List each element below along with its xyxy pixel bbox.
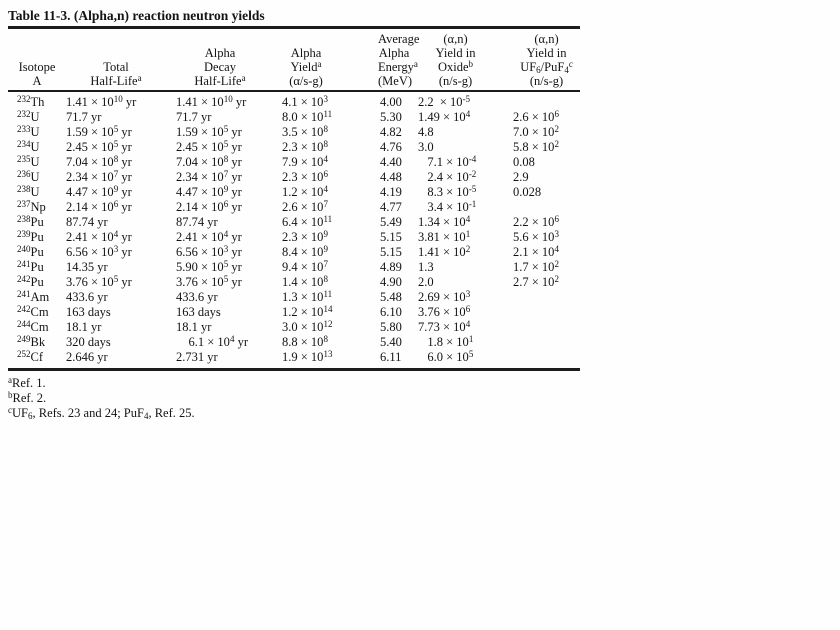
- table-row: [8, 290, 580, 305]
- alpha-yield-cell: $1.3 \times 10^{11}$: [282, 289, 333, 304]
- avg-alpha-energy-cell: 5.30: [380, 110, 402, 124]
- avg-alpha-energy-cell: 4.90: [380, 275, 402, 289]
- uf6-puf4-yield-cell: 0.08: [513, 155, 535, 169]
- alpha-decay-half-life-cell: $4.47 \times 10^9$ yr: [176, 184, 242, 199]
- isotope-cell: $^{232}$U: [17, 109, 40, 124]
- oxide-yield-cell: $1.49 \times 10^4$: [418, 109, 471, 124]
- table-row: [8, 245, 580, 260]
- avg-alpha-energy-cell: 5.15: [380, 230, 402, 244]
- oxide-yield-cell: 2.0: [418, 275, 434, 289]
- alpha-yield-cell: $9.4 \times 10^7$: [282, 259, 328, 274]
- avg-alpha-energy-cell: 4.19: [380, 185, 402, 199]
- bottom-rule: [8, 368, 580, 371]
- alpha-yield-cell: $6.4 \times 10^{11}$: [282, 214, 333, 229]
- alpha-decay-half-life-cell: 87.74 yr: [176, 215, 218, 229]
- oxide-yield-cell: 1.3: [418, 260, 434, 274]
- table-11-3: [8, 7, 580, 421]
- uf6-puf4-yield-cell: $1.7 \times 10^2$: [513, 259, 559, 274]
- total-half-life-cell: $4.47 \times 10^9$ yr: [66, 184, 132, 199]
- total-half-life-cell: 14.35 yr: [66, 260, 108, 274]
- isotope-cell: $^{237}$Np: [17, 199, 46, 214]
- table-title: Table 11-3. (Alpha,n) reaction neutron yields: [8, 8, 265, 23]
- isotope-cell: $^{241}$Pu: [17, 259, 44, 274]
- alpha-yield-cell: $3.5 \times 10^8$: [282, 124, 328, 139]
- uf6-puf4-yield-cell: $7.0 \times 10^2$: [513, 124, 559, 139]
- avg-alpha-energy-cell: 5.49: [380, 215, 402, 229]
- avg-alpha-energy-cell: 5.80: [380, 320, 402, 334]
- header-uf6-puf4-yield: (α,n) Yield in $UF_6/PuF_4^c$ (n/s-g): [520, 31, 573, 88]
- uf6-puf4-yield-cell: [513, 335, 580, 350]
- alpha-decay-half-life-cell: 433.6 yr: [176, 290, 218, 304]
- oxide-yield-cell: $2.2 \times 10^{-5}$: [418, 94, 471, 109]
- footnote-c: $^cUF_6$, Refs. 23 and 24; PuF$_4$, Ref. 25.: [8, 404, 195, 421]
- avg-alpha-energy-cell: 4.40: [380, 155, 402, 169]
- uf6-puf4-yield-cell: $5.8 \times 10^2$: [513, 139, 559, 154]
- isotope-cell: $^{235}$U: [17, 154, 40, 169]
- alpha-yield-cell: $7.9 \times 10^4$: [282, 154, 328, 169]
- table-row: [8, 350, 580, 365]
- total-half-life-cell: 18.1 yr: [66, 320, 102, 334]
- isotope-cell: $^{238}$U: [17, 184, 40, 199]
- avg-alpha-energy-cell: 5.40: [380, 335, 402, 349]
- total-half-life-cell: $7.04 \times 10^8$ yr: [66, 154, 132, 169]
- alpha-yield-cell: $3.0 \times 10^{12}$: [282, 319, 333, 334]
- alpha-decay-half-life-cell: $6.1 \times 10^4$ yr: [176, 334, 248, 349]
- oxide-yield-cell: $3.76 \times 10^6$: [418, 304, 471, 319]
- alpha-yield-cell: $8.0 \times 10^{11}$: [282, 109, 333, 124]
- table-row: [8, 215, 580, 230]
- table-header-row: [8, 29, 580, 90]
- table-row: [8, 320, 580, 335]
- alpha-decay-half-life-cell: $3.76 \times 10^5$ yr: [176, 274, 242, 289]
- uf6-puf4-yield-cell: $2.6 \times 10^6$: [513, 109, 559, 124]
- oxide-yield-cell: $2.4 \times 10^{-2}$: [418, 169, 477, 184]
- avg-alpha-energy-cell: 6.10: [380, 305, 402, 319]
- table-row: [8, 125, 580, 140]
- header-isotope: Isotope A: [18, 59, 56, 88]
- table-row: [8, 170, 580, 185]
- alpha-decay-half-life-cell: $2.41 \times 10^4$ yr: [176, 229, 242, 244]
- total-half-life-cell: 320 days: [66, 335, 111, 349]
- alpha-yield-cell: $2.3 \times 10^6$: [282, 169, 328, 184]
- total-half-life-cell: 2.646 yr: [66, 350, 108, 364]
- table-row: [8, 185, 580, 200]
- uf6-puf4-yield-cell: [513, 200, 580, 215]
- table-row: [8, 110, 580, 125]
- total-half-life-cell: 163 days: [66, 305, 111, 319]
- table-row: [8, 305, 580, 320]
- header-avg-alpha-energy: Average Alpha Energy$^a$ (MeV): [378, 31, 420, 88]
- alpha-decay-half-life-cell: 18.1 yr: [176, 320, 212, 334]
- avg-alpha-energy-cell: 4.00: [380, 95, 402, 109]
- isotope-cell: $^{232}$Th: [17, 94, 45, 109]
- oxide-yield-cell: 4.8: [418, 125, 434, 139]
- avg-alpha-energy-cell: 4.89: [380, 260, 402, 274]
- oxide-yield-cell: $1.34 \times 10^4$: [418, 214, 471, 229]
- isotope-cell: $^{236}$U: [17, 169, 40, 184]
- footnotes: [8, 376, 580, 421]
- alpha-decay-half-life-cell: $2.45 \times 10^5$ yr: [176, 139, 242, 154]
- oxide-yield-cell: $7.1 \times 10^{-4}$: [418, 154, 477, 169]
- avg-alpha-energy-cell: 5.15: [380, 245, 402, 259]
- header-total-half-life: Total Half-Life$^a$: [90, 59, 142, 88]
- avg-alpha-energy-cell: 4.77: [380, 200, 402, 214]
- avg-alpha-energy-cell: 4.76: [380, 140, 402, 154]
- total-half-life-cell: 433.6 yr: [66, 290, 108, 304]
- total-half-life-cell: 87.74 yr: [66, 215, 108, 229]
- alpha-decay-half-life-cell: 163 days: [176, 305, 221, 319]
- alpha-yield-cell: $2.3 \times 10^8$: [282, 139, 328, 154]
- footnote-b: $^b$Ref. 2.: [8, 389, 47, 405]
- alpha-decay-half-life-cell: $7.04 \times 10^8$ yr: [176, 154, 242, 169]
- header-alpha-yield: Alpha Yield$^a$ (α/s-g): [289, 45, 323, 88]
- header-oxide-yield: (α,n) Yield in Oxide$^b$ (n/s-g): [435, 31, 476, 88]
- table-row: [8, 140, 580, 155]
- isotope-cell: $^{252}$Cf: [17, 349, 43, 364]
- oxide-yield-cell: $3.81 \times 10^1$: [418, 229, 471, 244]
- uf6-puf4-yield-cell: 0.028: [513, 185, 542, 199]
- uf6-puf4-yield-cell: 2.9: [513, 170, 529, 184]
- alpha-yield-cell: $1.4 \times 10^8$: [282, 274, 328, 289]
- table-row: [8, 260, 580, 275]
- oxide-yield-cell: $8.3 \times 10^{-5}$: [418, 184, 477, 199]
- uf6-puf4-yield-cell: [513, 95, 580, 110]
- oxide-yield-cell: $6.0 \times 10^5$: [418, 349, 474, 364]
- alpha-decay-half-life-cell: $2.34 \times 10^7$ yr: [176, 169, 242, 184]
- avg-alpha-energy-cell: 4.82: [380, 125, 402, 139]
- alpha-decay-half-life-cell: $6.56 \times 10^3$ yr: [176, 244, 242, 259]
- alpha-yield-cell: $1.2 \times 10^4$: [282, 184, 328, 199]
- table-row: [8, 230, 580, 245]
- alpha-decay-half-life-cell: 2.731 yr: [176, 350, 218, 364]
- alpha-yield-cell: $4.1 \times 10^3$: [282, 94, 328, 109]
- alpha-decay-half-life-cell: $5.90 \times 10^5$ yr: [176, 259, 242, 274]
- alpha-yield-cell: $1.9 \times 10^{13}$: [282, 349, 333, 364]
- alpha-yield-cell: $8.8 \times 10^8$: [282, 334, 328, 349]
- alpha-decay-half-life-cell: $1.59 \times 10^5$ yr: [176, 124, 242, 139]
- isotope-cell: $^{234}$U: [17, 139, 40, 154]
- oxide-yield-cell: $7.73 \times 10^4$: [418, 319, 471, 334]
- oxide-yield-cell: $1.41 \times 10^2$: [418, 244, 471, 259]
- oxide-yield-cell: $2.69 \times 10^3$: [418, 289, 471, 304]
- alpha-decay-half-life-cell: 71.7 yr: [176, 110, 212, 124]
- isotope-cell: $^{240}$Pu: [17, 244, 44, 259]
- avg-alpha-energy-cell: 6.11: [380, 350, 402, 364]
- uf6-puf4-yield-cell: [513, 350, 580, 365]
- isotope-cell: $^{238}$Pu: [17, 214, 44, 229]
- isotope-cell: $^{244}$Cm: [17, 319, 49, 334]
- table-row: [8, 335, 580, 350]
- avg-alpha-energy-cell: 4.48: [380, 170, 402, 184]
- total-half-life-cell: $3.76 \times 10^5$ yr: [66, 274, 132, 289]
- isotope-cell: $^{233}$U: [17, 124, 40, 139]
- table-row: [8, 95, 580, 110]
- oxide-yield-cell: 3.0: [418, 140, 434, 154]
- uf6-puf4-yield-cell: [513, 290, 580, 305]
- uf6-puf4-yield-cell: $2.1 \times 10^4$: [513, 244, 559, 259]
- table-row: [8, 275, 580, 290]
- table-body: [8, 92, 580, 368]
- uf6-puf4-yield-cell: $2.2 \times 10^6$: [513, 214, 559, 229]
- isotope-cell: $^{239}$Pu: [17, 229, 44, 244]
- total-half-life-cell: $1.59 \times 10^5$ yr: [66, 124, 132, 139]
- uf6-puf4-yield-cell: $5.6 \times 10^3$: [513, 229, 559, 244]
- total-half-life-cell: $2.41 \times 10^4$ yr: [66, 229, 132, 244]
- alpha-yield-cell: $2.3 \times 10^9$: [282, 229, 328, 244]
- total-half-life-cell: $1.41 \times 10^{10}$ yr: [66, 94, 137, 109]
- alpha-decay-half-life-cell: $1.41 \times 10^{10}$ yr: [176, 94, 247, 109]
- uf6-puf4-yield-cell: [513, 305, 580, 320]
- alpha-yield-cell: $2.6 \times 10^7$: [282, 199, 328, 214]
- uf6-puf4-yield-cell: [513, 320, 580, 335]
- footnote-a: $^a$Ref. 1.: [8, 374, 46, 390]
- alpha-yield-cell: $8.4 \times 10^9$: [282, 244, 328, 259]
- alpha-yield-cell: $1.2 \times 10^{14}$: [282, 304, 333, 319]
- table-row: [8, 200, 580, 215]
- alpha-decay-half-life-cell: $2.14 \times 10^6$ yr: [176, 199, 242, 214]
- oxide-yield-cell: $1.8 \times 10^1$: [418, 334, 474, 349]
- oxide-yield-cell: $3.4 \times 10^{-1}$: [418, 199, 477, 214]
- total-half-life-cell: $6.56 \times 10^3$ yr: [66, 244, 132, 259]
- header-alpha-decay-half-life: Alpha Decay Half-Life$^a$: [194, 45, 246, 88]
- total-half-life-cell: $2.14 \times 10^6$ yr: [66, 199, 132, 214]
- table-row: [8, 155, 580, 170]
- total-half-life-cell: 71.7 yr: [66, 110, 102, 124]
- isotope-cell: $^{242}$Cm: [17, 304, 49, 319]
- avg-alpha-energy-cell: 5.48: [380, 290, 402, 304]
- isotope-cell: $^{242}$Pu: [17, 274, 44, 289]
- uf6-puf4-yield-cell: $2.7 \times 10^2$: [513, 274, 559, 289]
- total-half-life-cell: $2.45 \times 10^5$ yr: [66, 139, 132, 154]
- isotope-cell: $^{241}$Am: [17, 289, 50, 304]
- isotope-cell: $^{249}$Bk: [17, 334, 46, 349]
- total-half-life-cell: $2.34 \times 10^7$ yr: [66, 169, 132, 184]
